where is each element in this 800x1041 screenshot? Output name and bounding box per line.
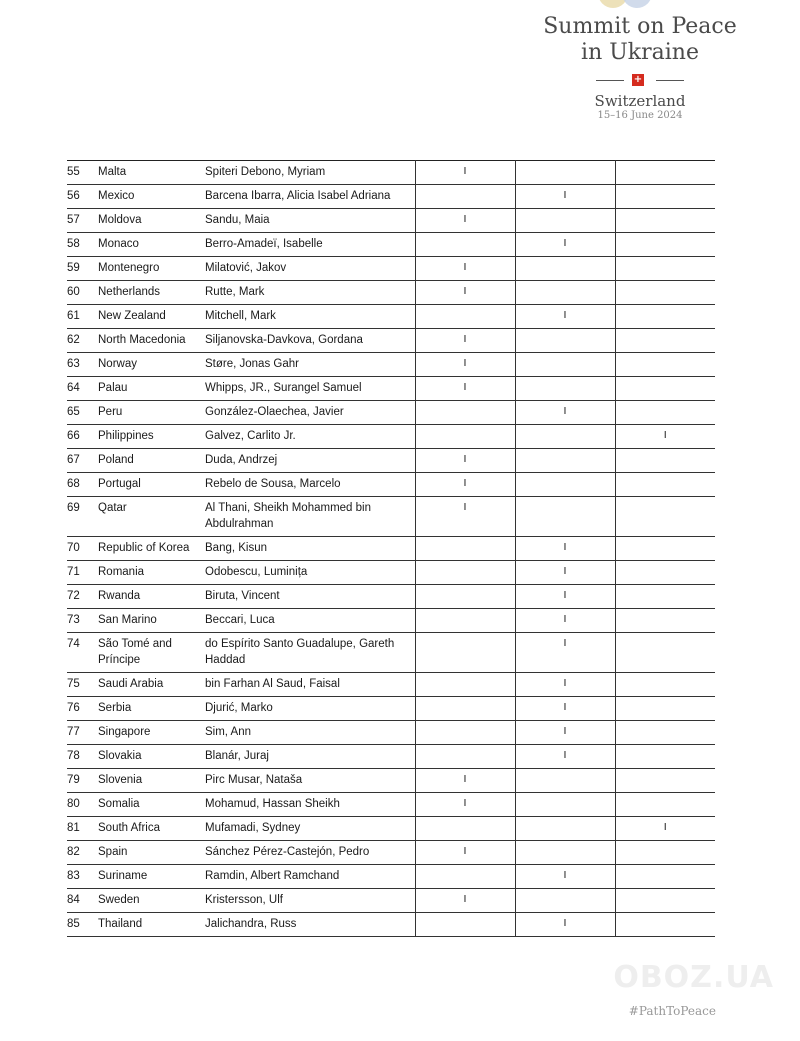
mark-cell-3 (615, 585, 715, 609)
mark-cell-3 (615, 537, 715, 561)
row-number: 64 (67, 377, 98, 401)
row-number: 77 (67, 721, 98, 745)
row-country: Thailand (98, 913, 205, 937)
mark-cell-2 (515, 185, 615, 209)
mark-cell-1 (415, 425, 515, 449)
table-row (67, 329, 715, 353)
mark-glyph: I (563, 566, 567, 577)
row-representative: Siljanovska-Davkova, Gordana (205, 329, 415, 353)
row-number: 71 (67, 561, 98, 585)
mark-glyph: I (463, 286, 467, 297)
mark-cell-2 (515, 793, 615, 817)
row-representative: Odobescu, Luminița (205, 561, 415, 585)
mark-cell-3 (615, 281, 715, 305)
table-row (67, 745, 715, 769)
mark-cell-1 (415, 305, 515, 329)
table-row (67, 281, 715, 305)
mark-cell-2 (515, 377, 615, 401)
mark-cell-1 (415, 769, 515, 793)
row-representative: Jalichandra, Russ (205, 913, 415, 937)
row-representative: Djurić, Marko (205, 697, 415, 721)
mark-cell-3 (615, 561, 715, 585)
mark-cell-2 (515, 913, 615, 937)
mark-cell-3 (615, 889, 715, 913)
mark-cell-3 (615, 425, 715, 449)
mark-cell-2 (515, 561, 615, 585)
table-row (67, 209, 715, 233)
row-number: 79 (67, 769, 98, 793)
table-row (67, 353, 715, 377)
mark-cell-1 (415, 889, 515, 913)
row-number: 78 (67, 745, 98, 769)
mark-cell-3 (615, 329, 715, 353)
table-row (67, 497, 715, 537)
mark-glyph: I (563, 750, 567, 761)
row-number: 80 (67, 793, 98, 817)
row-representative: Mitchell, Mark (205, 305, 415, 329)
mark-glyph: I (463, 846, 467, 857)
row-representative: Kristersson, Ulf (205, 889, 415, 913)
row-country: Peru (98, 401, 205, 425)
row-number: 72 (67, 585, 98, 609)
table-row (67, 673, 715, 697)
mark-cell-1 (415, 745, 515, 769)
mark-cell-2 (515, 209, 615, 233)
table-row (67, 721, 715, 745)
row-representative: Ramdin, Albert Ramchand (205, 865, 415, 889)
row-representative: do Espírito Santo Guadalupe, Gareth Haddad (205, 633, 415, 673)
row-country: Norway (98, 353, 205, 377)
row-number: 67 (67, 449, 98, 473)
table-row (67, 161, 715, 185)
row-country: South Africa (98, 817, 205, 841)
summit-title-line1: Summit on Peace (543, 14, 737, 39)
mark-cell-3 (615, 817, 715, 841)
row-representative: Pirc Musar, Nataša (205, 769, 415, 793)
mark-glyph: I (463, 798, 467, 809)
mark-cell-1 (415, 161, 515, 185)
row-number: 83 (67, 865, 98, 889)
mark-cell-1 (415, 233, 515, 257)
row-representative: bin Farhan Al Saud, Faisal (205, 673, 415, 697)
table-row (67, 817, 715, 841)
row-number: 59 (67, 257, 98, 281)
table-row (67, 585, 715, 609)
mark-cell-2 (515, 745, 615, 769)
mark-cell-2 (515, 889, 615, 913)
row-number: 60 (67, 281, 98, 305)
mark-cell-1 (415, 561, 515, 585)
row-number: 73 (67, 609, 98, 633)
mark-cell-3 (615, 233, 715, 257)
row-country: Monaco (98, 233, 205, 257)
swiss-flag-icon: + (633, 74, 643, 85)
mark-cell-1 (415, 185, 515, 209)
mark-glyph: I (463, 334, 467, 345)
participants-table (67, 160, 715, 937)
mark-cell-2 (515, 817, 615, 841)
row-number: 55 (67, 161, 98, 185)
mark-glyph: I (563, 590, 567, 601)
mark-cell-1 (415, 329, 515, 353)
mark-cell-2 (515, 865, 615, 889)
mark-glyph: I (463, 454, 467, 465)
table-row (67, 377, 715, 401)
mark-cell-1 (415, 841, 515, 865)
row-representative: Støre, Jonas Gahr (205, 353, 415, 377)
row-country: Romania (98, 561, 205, 585)
row-number: 56 (67, 185, 98, 209)
summit-title-line2: in Ukraine (581, 40, 699, 65)
logo-circle-blue (622, 0, 652, 8)
row-representative: Berro-Amadeï, Isabelle (205, 233, 415, 257)
mark-glyph: I (563, 190, 567, 201)
row-country: Poland (98, 449, 205, 473)
mark-cell-2 (515, 769, 615, 793)
row-country: Somalia (98, 793, 205, 817)
mark-cell-2 (515, 497, 615, 537)
row-number: 65 (67, 401, 98, 425)
row-country: Slovakia (98, 745, 205, 769)
mark-glyph: I (563, 870, 567, 881)
mark-glyph: I (563, 614, 567, 625)
mark-glyph: I (563, 310, 567, 321)
mark-cell-1 (415, 673, 515, 697)
mark-glyph: I (563, 918, 567, 929)
row-number: 82 (67, 841, 98, 865)
row-number: 76 (67, 697, 98, 721)
mark-cell-1 (415, 609, 515, 633)
summit-dates: 15–16 June 2024 (597, 110, 683, 121)
mark-cell-2 (515, 281, 615, 305)
row-representative: Mufamadi, Sydney (205, 817, 415, 841)
row-number: 62 (67, 329, 98, 353)
table-row (67, 633, 715, 673)
row-representative: Sim, Ann (205, 721, 415, 745)
row-representative: Rutte, Mark (205, 281, 415, 305)
summit-header (530, 14, 750, 122)
mark-glyph: I (463, 262, 467, 273)
row-representative: Duda, Andrzej (205, 449, 415, 473)
mark-glyph: I (463, 774, 467, 785)
row-country: Spain (98, 841, 205, 865)
mark-cell-2 (515, 257, 615, 281)
table-row (67, 185, 715, 209)
mark-cell-2 (515, 841, 615, 865)
mark-glyph: I (563, 702, 567, 713)
mark-cell-2 (515, 401, 615, 425)
row-representative: Al Thani, Sheikh Mohammed bin Abdulrahman (205, 497, 415, 537)
row-representative: Whipps, JR., Surangel Samuel (205, 377, 415, 401)
mark-cell-2 (515, 721, 615, 745)
mark-cell-3 (615, 673, 715, 697)
table-row (67, 233, 715, 257)
table-row (67, 913, 715, 937)
row-country: Philippines (98, 425, 205, 449)
row-representative: Milatović, Jakov (205, 257, 415, 281)
row-country: Moldova (98, 209, 205, 233)
table-row (67, 865, 715, 889)
mark-glyph: I (563, 638, 567, 649)
mark-cell-3 (615, 161, 715, 185)
row-number: 68 (67, 473, 98, 497)
summit-logo-circles (592, 0, 662, 12)
mark-cell-3 (615, 209, 715, 233)
mark-cell-2 (515, 425, 615, 449)
mark-cell-2 (515, 633, 615, 673)
mark-cell-3 (615, 721, 715, 745)
table-row (67, 257, 715, 281)
row-number: 81 (67, 817, 98, 841)
row-number: 84 (67, 889, 98, 913)
mark-cell-3 (615, 353, 715, 377)
table-row (67, 793, 715, 817)
mark-glyph: I (463, 382, 467, 393)
mark-cell-1 (415, 865, 515, 889)
row-representative: Blanár, Juraj (205, 745, 415, 769)
row-number: 75 (67, 673, 98, 697)
row-country: San Marino (98, 609, 205, 633)
row-number: 85 (67, 913, 98, 937)
mark-cell-2 (515, 473, 615, 497)
mark-cell-2 (515, 353, 615, 377)
table-row (67, 609, 715, 633)
row-representative: Galvez, Carlito Jr. (205, 425, 415, 449)
row-representative: Bang, Kisun (205, 537, 415, 561)
mark-cell-3 (615, 633, 715, 673)
row-representative: Sandu, Maia (205, 209, 415, 233)
row-country: Slovenia (98, 769, 205, 793)
mark-cell-1 (415, 449, 515, 473)
mark-glyph: I (463, 166, 467, 177)
mark-cell-3 (615, 865, 715, 889)
row-country: Republic of Korea (98, 537, 205, 561)
mark-cell-1 (415, 257, 515, 281)
mark-cell-1 (415, 281, 515, 305)
table-row (67, 841, 715, 865)
row-representative: Biruta, Vincent (205, 585, 415, 609)
mark-cell-3 (615, 401, 715, 425)
mark-cell-1 (415, 817, 515, 841)
mark-glyph: I (563, 238, 567, 249)
row-number: 70 (67, 537, 98, 561)
table-row (67, 425, 715, 449)
mark-glyph: I (463, 502, 467, 513)
mark-cell-3 (615, 497, 715, 537)
mark-glyph: I (463, 478, 467, 489)
mark-glyph: I (463, 214, 467, 225)
row-number: 58 (67, 233, 98, 257)
participants-table-wrap (67, 160, 715, 937)
row-country: Sweden (98, 889, 205, 913)
mark-cell-3 (615, 745, 715, 769)
mark-cell-3 (615, 473, 715, 497)
table-row (67, 697, 715, 721)
row-country: Malta (98, 161, 205, 185)
mark-glyph: I (563, 406, 567, 417)
mark-cell-2 (515, 697, 615, 721)
mark-glyph: I (663, 430, 667, 441)
mark-cell-2 (515, 673, 615, 697)
mark-cell-1 (415, 633, 515, 673)
mark-cell-3 (615, 377, 715, 401)
hashtag: #PathToPeace (628, 1004, 716, 1018)
mark-glyph: I (463, 894, 467, 905)
row-number: 69 (67, 497, 98, 537)
mark-cell-1 (415, 585, 515, 609)
mark-cell-3 (615, 913, 715, 937)
mark-glyph: I (563, 542, 567, 553)
mark-cell-2 (515, 537, 615, 561)
mark-glyph: I (563, 678, 567, 689)
row-representative: González-Olaechea, Javier (205, 401, 415, 425)
row-number: 61 (67, 305, 98, 329)
row-country: Qatar (98, 497, 205, 537)
watermark: OBOZ.UA (613, 960, 774, 995)
row-country: New Zealand (98, 305, 205, 329)
row-number: 63 (67, 353, 98, 377)
row-representative: Rebelo de Sousa, Marcelo (205, 473, 415, 497)
mark-cell-2 (515, 609, 615, 633)
row-representative: Beccari, Luca (205, 609, 415, 633)
row-country: North Macedonia (98, 329, 205, 353)
mark-cell-3 (615, 305, 715, 329)
mark-cell-3 (615, 185, 715, 209)
mark-cell-1 (415, 497, 515, 537)
row-country: Netherlands (98, 281, 205, 305)
table-row (67, 449, 715, 473)
table-row (67, 401, 715, 425)
mark-cell-2 (515, 233, 615, 257)
mark-cell-3 (615, 257, 715, 281)
mark-cell-1 (415, 913, 515, 937)
row-country: Palau (98, 377, 205, 401)
mark-cell-2 (515, 329, 615, 353)
table-row (67, 473, 715, 497)
mark-glyph: I (563, 726, 567, 737)
row-representative: Barcena Ibarra, Alicia Isabel Adriana (205, 185, 415, 209)
mark-cell-2 (515, 449, 615, 473)
row-country: Serbia (98, 697, 205, 721)
mark-cell-2 (515, 585, 615, 609)
mark-cell-3 (615, 793, 715, 817)
row-country: Portugal (98, 473, 205, 497)
row-country: Saudi Arabia (98, 673, 205, 697)
row-representative: Mohamud, Hassan Sheikh (205, 793, 415, 817)
mark-glyph: I (663, 822, 667, 833)
table-row (67, 537, 715, 561)
table-row (67, 889, 715, 913)
mark-cell-1 (415, 721, 515, 745)
header-divider (530, 74, 750, 86)
row-country: Rwanda (98, 585, 205, 609)
row-country: Mexico (98, 185, 205, 209)
mark-cell-1 (415, 377, 515, 401)
table-row (67, 305, 715, 329)
mark-cell-3 (615, 769, 715, 793)
row-country: Singapore (98, 721, 205, 745)
row-country: Montenegro (98, 257, 205, 281)
mark-cell-1 (415, 793, 515, 817)
mark-cell-2 (515, 161, 615, 185)
divider-line-left (596, 80, 624, 81)
row-representative: Sánchez Pérez-Castejón, Pedro (205, 841, 415, 865)
mark-cell-1 (415, 537, 515, 561)
mark-cell-3 (615, 697, 715, 721)
row-number: 74 (67, 633, 98, 673)
table-row (67, 561, 715, 585)
mark-glyph: I (463, 358, 467, 369)
mark-cell-1 (415, 697, 515, 721)
mark-cell-1 (415, 473, 515, 497)
mark-cell-3 (615, 609, 715, 633)
row-number: 66 (67, 425, 98, 449)
mark-cell-3 (615, 841, 715, 865)
mark-cell-2 (515, 305, 615, 329)
divider-line-right (656, 80, 684, 81)
table-row (67, 769, 715, 793)
mark-cell-1 (415, 353, 515, 377)
host-country: Switzerland (594, 92, 686, 110)
row-number: 57 (67, 209, 98, 233)
mark-cell-1 (415, 209, 515, 233)
row-country: São Tomé and Príncipe (98, 633, 205, 673)
row-country: Suriname (98, 865, 205, 889)
mark-cell-3 (615, 449, 715, 473)
row-representative: Spiteri Debono, Myriam (205, 161, 415, 185)
mark-cell-1 (415, 401, 515, 425)
